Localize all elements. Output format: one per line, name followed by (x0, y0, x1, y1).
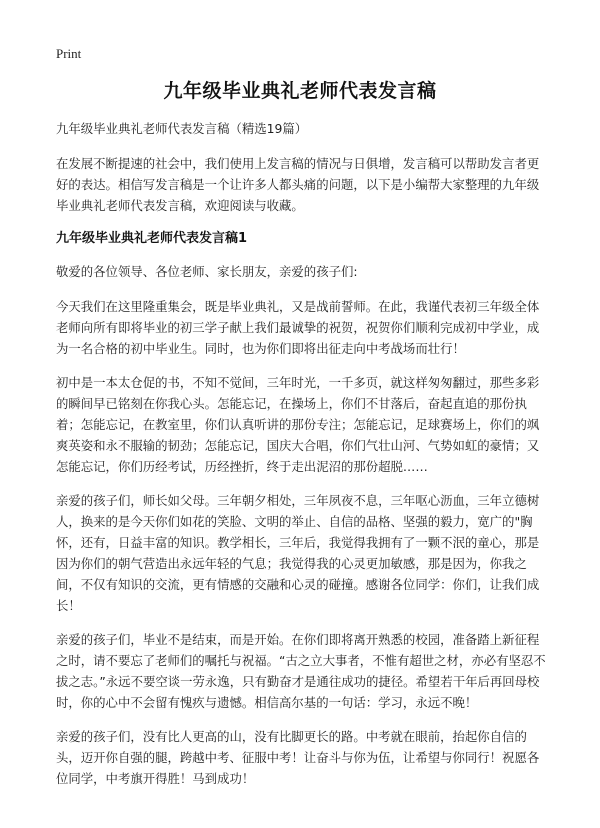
intro-paragraph: 在发展不断提速的社会中，我们使用上发言稿的情况与日俱增，发言稿可以帮助发言者更好的表达。相信写发言稿是一个让许多人都头痛的问题，以下是小编帮大家整理的九年级毕业典礼老师代表发言稿，欢迎阅读与收藏。 (56, 156, 540, 213)
body-paragraph: 亲爱的孩子们，毕业不是结束，而是开始。在你们即将离开熟悉的校园，准备踏上新征程之时，请不要忘了老师们的嘱托与祝福。“古之立大事者，不惟有超世之材，亦必有坚忍不拔之志。”永远不要空谈一劳永逸，只有勤奋才是通往成功的捷径。希望若干年后再回母校时，你的心中不会留有愧疚与遗憾。相信高尔基的一句话：学习，永远不晚！ (56, 632, 546, 710)
body-paragraph: 亲爱的孩子们，师长如父母。三年朝夕相处，三年夙夜不息，三年呕心沥血，三年立德树人，换来的是今天你们如花的笑脸、文明的举止、自信的品格、坚强的毅力，宽广的"胸怀，还有，日益丰富的知识。教学相长，三年后，我觉得我拥有了一颗不泯的童心，那是因为你们的朝气营造出永远年轻的气息；我觉得我的心灵更加敏感，那是因为，你我之间，不仅有知识的交流，更有情感的交融和心灵的碰撞。感谢各位同学：你们，让我们成长！ (56, 493, 540, 613)
section-heading: 九年级毕业典礼老师代表发言稿1 (56, 231, 248, 246)
page-title: 九年级毕业典礼老师代表发言稿 (163, 80, 437, 102)
article-subtitle: 九年级毕业典礼老师代表发言稿（精选19篇） (56, 121, 308, 136)
print-link[interactable]: Print (56, 46, 82, 61)
greeting-line: 敬爱的各位领导、各位老师、家长朋友，亲爱的孩子们: (56, 264, 358, 279)
article-body (56, 118, 548, 802)
body-paragraph: 初中是一本太仓促的书，不知不觉间，三年时光，一千多页，就这样匆匆翻过，那些多彩的瞬间早已铭刻在你我心头。怎能忘记，在操场上，你们不甘落后，奋起直追的那份执着；怎能忘记，在教室里，你们认真听讲的那份专注；怎能忘记，足球赛场上，你们的飒爽英姿和永不服输的韧劲；怎能忘记，国庆大合唱，你们气壮山河、气势如虹的豪情；又怎能忘记，你们历经考试，历经挫折，终于走出泥沼的那份超脱…… (56, 375, 540, 474)
body-paragraph: 亲爱的孩子们，没有比人更高的山，没有比脚更长的路。中考就在眼前，抬起你自信的头，迈开你自强的腿，跨越中考、征服中考！让奋斗与你为伍，让希望与你同行！祝愿各位同学，中考旗开得胜！马到成功！ (56, 729, 540, 786)
body-paragraph: 今天我们在这里隆重集会，既是毕业典礼，又是战前誓师。在此，我谨代表初三年级全体老师向所有即将毕业的初三学子献上我们最诚挚的祝贺，祝贺你们顺利完成初中学业，成为一名合格的初中毕业生。同时，也为你们即将出征走向中考战场而壮行！ (56, 299, 540, 356)
